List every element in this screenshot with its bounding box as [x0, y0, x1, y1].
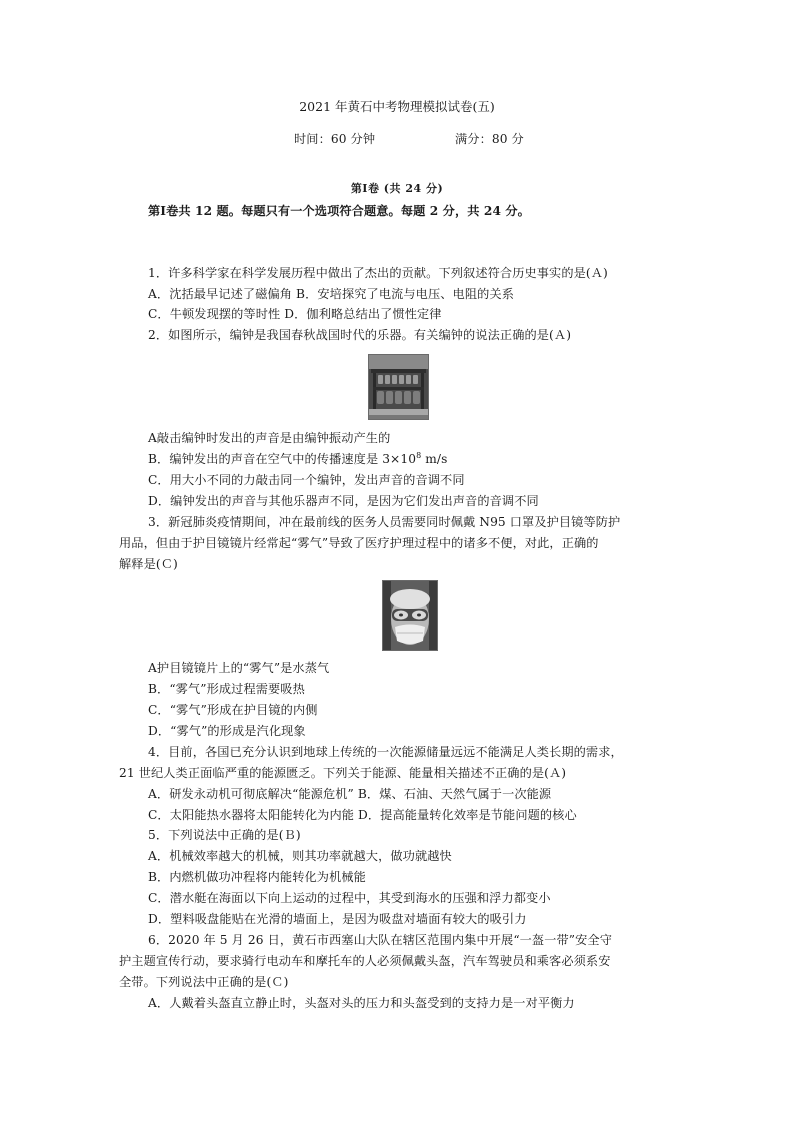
- q4-stem-line1: 4．目前，各国已充分认识到地球上传统的一次能源储量远远不能满足人类长期的需求，: [148, 745, 623, 759]
- q1-options-row1: A．沈括最早记述了磁偏角 B．安培探究了电流与电压、电阻的关系: [148, 287, 514, 301]
- time-limit: 时间：60 分钟: [294, 132, 376, 146]
- q4-options-row1: A．研发永动机可彻底解决“能源危机” B．煤、石油、天然气属于一次能源: [148, 787, 552, 801]
- goggles-illustration: [383, 581, 437, 650]
- q3-option-a: A护目镜镜片上的“雾气”是水蒸气: [148, 661, 330, 675]
- q3-option-d: D．“雾气”的形成是汽化现象: [148, 724, 306, 738]
- q6-stem-line1: 6．2020 年 5 月 26 日，黄石市西塞山大队在辖区范围内集中开展“一盔一带”安全守: [148, 933, 612, 947]
- q6-stem-line2: 护主题宣传行动，要求骑行电动车和摩托车的人必须佩戴头盔，汽车驾驶员和乘客必须系安: [119, 954, 611, 968]
- q2-stem: 2．如图所示，编钟是我国春秋战国时代的乐器。有关编钟的说法正确的是(Ａ): [148, 328, 572, 342]
- q2-option-b-unit: m/s: [421, 452, 448, 466]
- q5-option-d: D．塑料吸盘能贴在光滑的墙面上，是因为吸盘对墙面有较大的吸引力: [148, 912, 527, 926]
- q6-option-a: A．人戴着头盔直立静止时，头盔对头的压力和头盔受到的支持力是一对平衡力: [148, 996, 575, 1010]
- q1-stem: 1．许多科学家在科学发展历程中做出了杰出的贡献。下列叙述符合历史事实的是(Ａ): [148, 266, 608, 280]
- q3-option-b: B．“雾气”形成过程需要吸热: [148, 682, 305, 696]
- q5-option-a: A．机械效率越大的机械，则其功率就越大，做功就越快: [148, 849, 452, 863]
- q4-options-row2: C．太阳能热水器将太阳能转化为内能 D．提高能量转化效率是节能问题的核心: [148, 808, 577, 822]
- full-score: 满分：80 分: [455, 132, 524, 146]
- section-instruction: 第Ⅰ卷共 12 题。每题只有一个选项符合题意。每题 2 分，共 24 分。: [148, 204, 530, 218]
- q2-option-d: D．编钟发出的声音与其他乐器声不同，是因为它们发出声音的音调不同: [148, 494, 539, 508]
- q2-option-c: C．用大小不同的力敲击同一个编钟，发出声音的音调不同: [148, 473, 465, 487]
- medical-worker-goggles-photo: [382, 580, 438, 651]
- q5-option-b: B．内燃机做功冲程将内能转化为机械能: [148, 870, 366, 884]
- q1-options-row2: C．牛顿发现摆的等时性 D．伽利略总结出了惯性定律: [148, 307, 442, 321]
- q2-option-a: A敲击编钟时发出的声音是由编钟振动产生的: [148, 431, 391, 445]
- q2-option-b: [148, 451, 448, 467]
- q3-stem-line3: 解释是(Ｃ): [119, 557, 178, 571]
- q3-option-c: C．“雾气”形成在护目镜的内侧: [148, 703, 318, 717]
- q2-option-b-exponent: 8: [416, 450, 422, 460]
- q5-option-c: C．潜水艇在海面以下向上运动的过程中，其受到海水的压强和浮力都变小: [148, 891, 551, 905]
- q6-stem-line3: 全带。下列说法中正确的是(Ｃ): [119, 975, 289, 989]
- exam-title: 2021 年黄石中考物理模拟试卷(五): [299, 99, 495, 114]
- bianzhong-illustration: [369, 355, 428, 419]
- q3-stem-line2: 用品，但由于护目镜镜片经常起“雾气”导致了医疗护理过程中的诸多不便，对此，正确的: [119, 536, 599, 550]
- q4-stem-line2: 21 世纪人类正面临严重的能源匮乏。下列关于能源、能量相关描述不正确的是(Ａ): [119, 766, 567, 780]
- q2-option-b-text: B．编钟发出的声音在空气中的传播速度是 3×10: [148, 452, 417, 466]
- section-heading: 第Ⅰ卷 (共 24 分): [350, 182, 444, 195]
- q3-stem-line1: 3．新冠肺炎疫情期间，冲在最前线的医务人员需要同时佩戴 N95 口罩及护目镜等防护: [148, 515, 621, 529]
- q5-stem: 5．下列说法中正确的是(Ｂ): [148, 828, 301, 842]
- bianzhong-bells-photo: [368, 354, 429, 420]
